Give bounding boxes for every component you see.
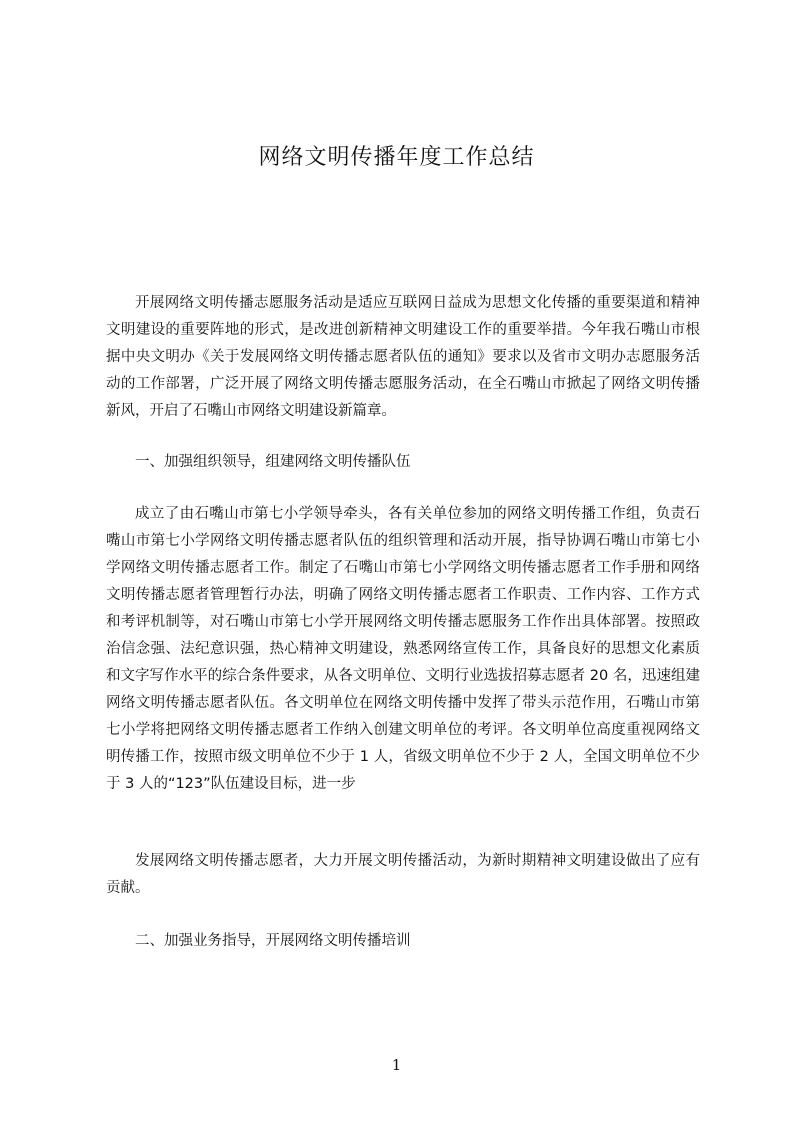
section-1-heading: 一、加强组织领导，组建网络文明传播队伍 bbox=[135, 454, 411, 470]
page-number: 1 bbox=[391, 1056, 402, 1074]
section-1-continued-paragraph: 发展网络文明传播志愿者，大力开展文明传播活动，为新时期精神文明建设做出了应有贡献。 bbox=[106, 853, 700, 896]
section-2-heading: 二、加强业务指导，开展网络文明传播培训 bbox=[135, 933, 411, 949]
section-1-paragraph: 成立了由石嘴山市第七小学领导牵头，各有关单位参加的网络文明传播工作组，负责石嘴山市第七小学网络文明传播志愿者队伍的组织管理和活动开展，指导协调石嘴山市第七小学网络文明传播志愿者工作。制定了石嘴山市第七小学网络文明传播志愿者工作手册和网络文明传播志愿者管理暂行办法，明确了网络文明传播志愿者工作职责、工作内容、工作方式和考评机制等，对石嘴山市第七小学开展网络文明传播志愿服务工作作出具体部署。按照政治信念强、法纪意识强，热心精神文明建设，熟悉网络宣传工作，具备良好的思想文化素质和文字写作水平的综合条件要求，从各文明单位、文明行业选拔招募志愿者 20 名，迅速组建网络文明传播志愿者队伍。各文明单位在网络文明传播中发挥了带头示范作用，石嘴山市第七小学将把网络文明传播志愿者工作纳入创建文明单位的考评。各文明单位高度重视网络文明传播工作，按照市级文明单位不少于 1 人，省级文明单位不少于 2 人，全国文明单位不少于 3 人的“123”队伍建设目标，进一步 bbox=[106, 506, 700, 792]
document-title: 网络文明传播年度工作总结 bbox=[258, 145, 535, 170]
intro-paragraph: 开展网络文明传播志愿服务活动是适应互联网日益成为思想文化传播的重要渠道和精神文明建设的重要阵地的形式，是改进创新精神文明建设工作的重要举措。今年我石嘴山市根据中央文明办《关于发展网络文明传播志愿者队伍的通知》要求以及省市文明办志愿服务活动的工作部署，广泛开展了网络文明传播志愿服务活动，在全石嘴山市掀起了网络文明传播新风，开启了石嘴山市网络文明建设新篇章。 bbox=[106, 295, 700, 419]
